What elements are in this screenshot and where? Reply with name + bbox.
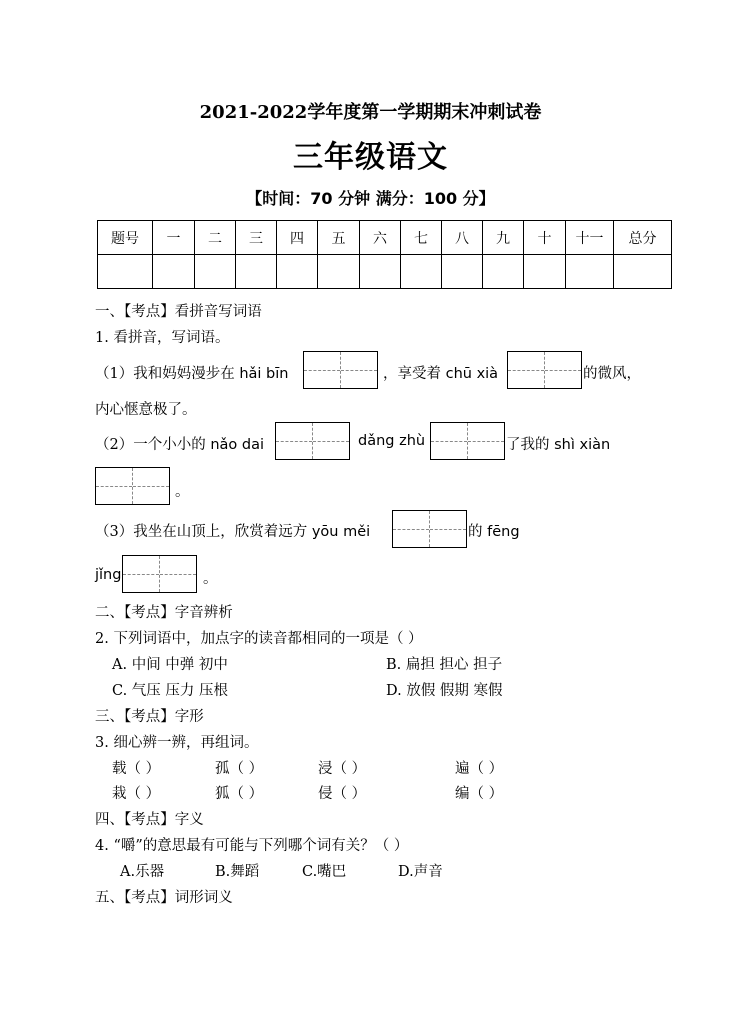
writing-box-youmei[interactable] (392, 510, 467, 548)
score-entry-cell[interactable] (442, 255, 483, 289)
score-header-cell: 一 (153, 221, 195, 255)
question-4-stem: 4. “嚼”的意思最有可能与下列哪个词有关？（ ） (95, 838, 409, 854)
score-entry-cell[interactable] (360, 255, 401, 289)
q1-part1-lead: （1）我和妈妈漫步在 (95, 366, 240, 382)
q1-part1-mid (383, 362, 498, 383)
score-entry-cell[interactable] (566, 255, 614, 289)
pinyin-shixian: shì xiàn (554, 437, 611, 453)
writing-box-shixian[interactable] (95, 467, 170, 505)
q2-option-b[interactable]: B. 扁担 担心 担子 (386, 657, 503, 673)
pinyin-feng: fēng (487, 524, 520, 540)
q1-part1-mid-text: ，享受着 (383, 366, 446, 382)
q3-item[interactable]: 遍（ ） (455, 761, 504, 777)
q1-part1-tail: 的微风， (583, 366, 641, 382)
score-header-cell: 六 (360, 221, 401, 255)
pinyin-youmei: yōu měi (311, 524, 371, 540)
score-header-cell: 十一 (566, 221, 614, 255)
writing-box-haibin[interactable] (303, 351, 378, 389)
exam-subtitle: 2021-2022学年度第一学期期末冲刺试卷 (199, 102, 542, 123)
q1-part3-end: 。 (203, 571, 218, 587)
score-header-cell: 九 (483, 221, 524, 255)
score-entry-cell[interactable] (153, 255, 195, 289)
score-header-cell: 总分 (614, 221, 672, 255)
score-table (97, 220, 672, 289)
q4-option-d[interactable]: D.声音 (398, 864, 443, 880)
q3-item[interactable]: 编（ ） (455, 786, 504, 802)
score-entry-cell[interactable] (277, 255, 318, 289)
score-header-cell: 十 (524, 221, 566, 255)
section-3-heading: 三、【考点】字形 (95, 709, 204, 725)
q1-part1-end: 内心惬意极了。 (95, 402, 197, 418)
question-2-stem: 2. 下列词语中，加点字的读音都相同的一项是（ ） (95, 631, 423, 647)
q4-option-b[interactable]: B.舞蹈 (215, 864, 260, 880)
score-table-blank-row (98, 255, 672, 289)
q2-option-c[interactable]: C. 气压 压力 压根 (112, 683, 229, 699)
score-entry-cell[interactable] (98, 255, 153, 289)
score-header-cell: 题号 (98, 221, 153, 255)
q3-item[interactable]: 孤（ ） (215, 761, 264, 777)
score-entry-cell[interactable] (483, 255, 524, 289)
score-header-cell: 四 (277, 221, 318, 255)
score-entry-cell[interactable] (236, 255, 277, 289)
pinyin-naodai: nǎo dai (210, 437, 265, 453)
writing-box-naodai[interactable] (275, 422, 350, 460)
writing-box-chuxia[interactable] (507, 351, 582, 389)
pinyin-haibin: hǎi bīn (239, 366, 289, 382)
q1-part3-mid-text: 的 (468, 524, 488, 540)
section-1-heading: 一、【考点】看拼音写词语 (95, 304, 262, 320)
q2-option-a[interactable]: A. 中间 中弹 初中 (112, 657, 228, 673)
writing-box-dangzhu[interactable] (430, 422, 505, 460)
score-header-cell: 五 (318, 221, 360, 255)
q1-part2-text (95, 433, 264, 454)
score-header-cell: 七 (401, 221, 442, 255)
q1-part3-text (95, 520, 370, 541)
score-entry-cell[interactable] (318, 255, 360, 289)
section-2-heading: 二、【考点】字音辨析 (95, 605, 233, 621)
q4-option-a[interactable]: A.乐器 (120, 864, 165, 880)
section-4-heading: 四、【考点】字义 (95, 812, 204, 828)
score-header-cell: 二 (195, 221, 236, 255)
q1-part3-lead: （3）我坐在山顶上，欣赏着远方 (95, 524, 312, 540)
q1-part2-end: 。 (175, 484, 190, 500)
q1-part2-mid-text: 了我的 (506, 437, 555, 453)
score-header-cell: 三 (236, 221, 277, 255)
score-entry-cell[interactable] (195, 255, 236, 289)
score-entry-cell[interactable] (614, 255, 672, 289)
score-entry-cell[interactable] (524, 255, 566, 289)
time-and-score-info: 【时间：70 分钟 满分：100 分】 (246, 189, 495, 208)
score-header-cell: 八 (442, 221, 483, 255)
writing-box-fengjing[interactable] (122, 555, 197, 593)
q3-item[interactable]: 浸（ ） (318, 761, 367, 777)
score-table-header-row (98, 221, 672, 255)
q1-part2-lead: （2）一个小小的 (95, 437, 211, 453)
section-5-heading: 五、【考点】词形词义 (95, 890, 233, 906)
q3-item[interactable]: 狐（ ） (215, 786, 264, 802)
q3-item[interactable]: 载（ ） (112, 761, 161, 777)
q3-item[interactable]: 侵（ ） (318, 786, 367, 802)
score-entry-cell[interactable] (401, 255, 442, 289)
pinyin-chuxia: chū xià (445, 366, 499, 382)
q1-part3-mid (468, 520, 520, 541)
q2-option-d[interactable]: D. 放假 假期 寒假 (386, 683, 503, 699)
q1-part1-text (95, 362, 288, 383)
question-1-stem: 1. 看拼音，写词语。 (95, 330, 230, 346)
q3-item[interactable]: 栽（ ） (112, 786, 161, 802)
pinyin-dangzhu: dǎng zhù (358, 433, 426, 449)
pinyin-jing: jǐng (95, 567, 122, 583)
q1-part2-mid (506, 433, 610, 454)
q4-option-c[interactable]: C.嘴巴 (302, 864, 347, 880)
question-3-stem: 3. 细心辨一辨，再组词。 (95, 735, 259, 751)
page-title: 三年级语文 (293, 140, 448, 175)
